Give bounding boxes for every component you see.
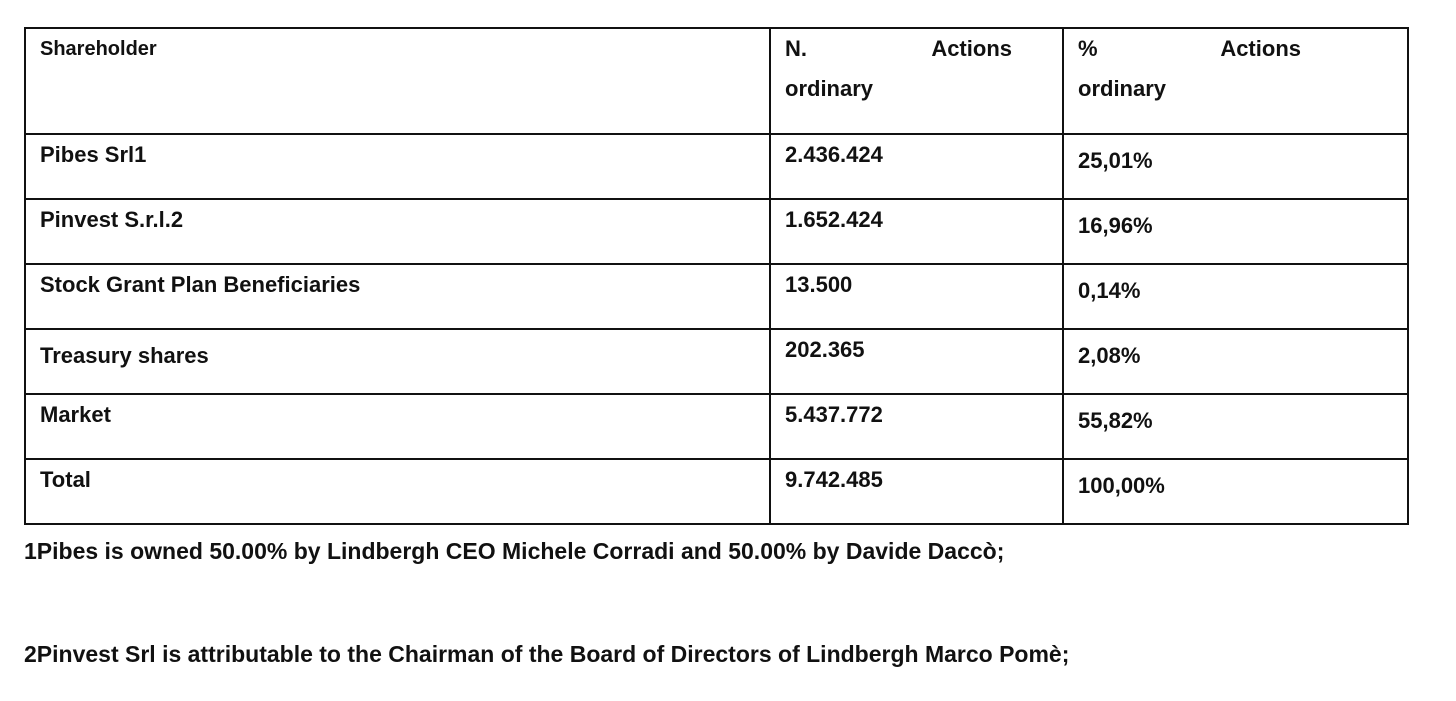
header-n-sub: ordinary xyxy=(785,76,874,101)
cell-shares: 2.436.424 xyxy=(770,134,1063,199)
cell-shares: 1.652.424 xyxy=(770,199,1063,264)
cell-shareholder: Market xyxy=(25,394,770,459)
cell-shareholder: Stock Grant Plan Beneficiaries xyxy=(25,264,770,329)
table-row xyxy=(25,264,1408,329)
cell-shareholder: Pibes Srl1 xyxy=(25,134,770,199)
cell-percent: 100,00% xyxy=(1063,459,1408,524)
footnote-2: 2Pinvest Srl is attributable to the Chairman of the Board of Directors of Lindbergh Marco Pomè; xyxy=(24,641,1070,667)
cell-percent: 0,14% xyxy=(1063,264,1408,329)
table-row xyxy=(25,134,1408,199)
cell-shareholder: Pinvest S.r.l.2 xyxy=(25,199,770,264)
cell-shares: 9.742.485 xyxy=(770,459,1063,524)
cell-percent: 55,82% xyxy=(1063,394,1408,459)
header-n-actions xyxy=(770,28,1063,134)
cell-percent: 16,96% xyxy=(1063,199,1408,264)
table-row xyxy=(25,199,1408,264)
header-shareholder xyxy=(25,28,770,134)
table-row-total xyxy=(25,459,1408,524)
cell-shareholder: Treasury shares xyxy=(25,329,770,394)
cell-shares: 13.500 xyxy=(770,264,1063,329)
shareholder-table xyxy=(24,27,1409,525)
header-n-word: Actions xyxy=(931,36,1012,61)
header-pct-actions xyxy=(1063,28,1408,134)
cell-shareholder: Total xyxy=(25,459,770,524)
header-pct-prefix: % xyxy=(1078,36,1098,61)
table-row xyxy=(25,394,1408,459)
cell-shares: 5.437.772 xyxy=(770,394,1063,459)
cell-shares: 202.365 xyxy=(770,329,1063,394)
header-pct-word: Actions xyxy=(1220,36,1301,61)
table-header-row xyxy=(25,28,1408,134)
header-pct-sub: ordinary xyxy=(1078,76,1167,101)
header-n-prefix: N. xyxy=(785,36,807,61)
table-row xyxy=(25,329,1408,394)
footnote-1: 1Pibes is owned 50.00% by Lindbergh CEO Michele Corradi and 50.00% by Davide Daccò; xyxy=(24,538,1005,564)
header-shareholder-label: Shareholder xyxy=(40,38,157,60)
cell-percent: 2,08% xyxy=(1063,329,1408,394)
cell-percent: 25,01% xyxy=(1063,134,1408,199)
